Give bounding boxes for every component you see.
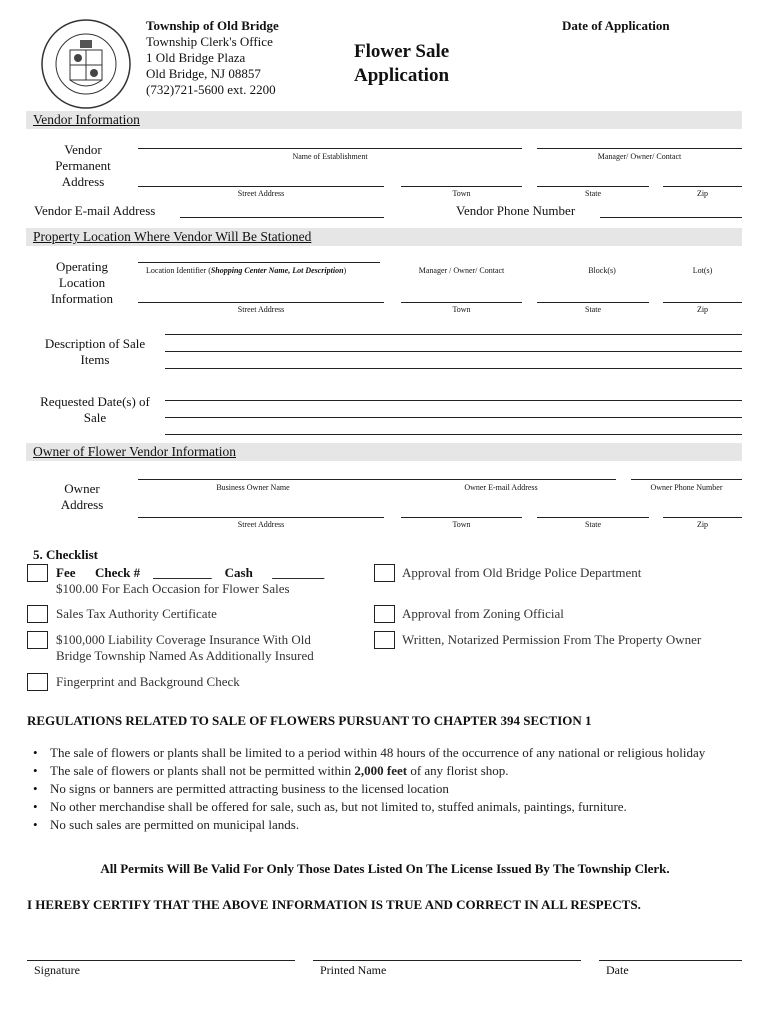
vendor-email-field[interactable] [180,217,384,218]
bullet-1: • [33,745,38,760]
property-manager-caption: Manager / Owner/ Contact [418,266,505,275]
bullet-2: • [33,763,38,778]
owner-section-heading: Owner of Flower Vendor Information [26,443,742,461]
regulation-item-1: The sale of flowers or plants shall be limited to a period within 48 hours of the occurrence of any national or religious holiday [50,745,706,760]
location-identifier-caption: Location Identifier (Shopping Center Name, Lot Description) [146,266,347,275]
description-field-1[interactable] [165,334,742,335]
zoning-approval-label: Approval from Zoning Official [402,606,564,621]
operating-location-label: Operating Location Information [50,259,114,306]
owner-town-caption: Town [452,520,471,529]
office-street: 1 Old Bridge Plaza [146,50,246,65]
signature-caption: Signature [34,963,80,977]
vendor-zip-field[interactable] [663,186,742,187]
owner-state-caption: State [585,520,601,529]
permits-validity-note: All Permits Will Be Valid For Only Those Dates Listed On The License Issued By The Township Clerk. [100,861,670,876]
owner-town-field[interactable] [401,517,522,518]
property-town-field[interactable] [401,302,522,303]
owner-zip-caption: Zip [696,520,709,529]
township-seal [40,18,132,110]
regulation-item-4: No other merchandise shall be offered for sale, such as, but not limited to, stuffed animals, paintings, furniture. [50,799,627,814]
bullet-3: • [33,781,38,796]
property-zip-caption: Zip [696,305,709,314]
printed-name-field[interactable] [313,960,581,961]
zoning-approval-checkbox[interactable] [374,605,395,623]
clerk-office: Township Clerk's Office [146,34,273,49]
regulation-item-5: No such sales are permitted on municipal lands. [50,817,300,832]
business-owner-field[interactable] [138,479,616,480]
requested-dates-field-3[interactable] [165,434,742,435]
fee-line: Fee Check # _________ Cash ________ [56,565,325,580]
liability-checkbox[interactable] [27,631,48,649]
township-name: Township of Old Bridge [146,18,279,33]
police-approval-checkbox[interactable] [374,564,395,582]
vendor-manager-field[interactable] [537,148,742,149]
header-address-block [146,18,279,98]
date-caption: Date [606,963,629,977]
vendor-street-field[interactable] [138,186,384,187]
establishment-name-caption: Name of Establishment [292,152,368,161]
checklist-heading: 5. Checklist [33,547,98,562]
owner-street-caption: Street Address [237,520,285,529]
vendor-section-heading: Vendor Information [26,111,742,129]
signature-field[interactable] [27,960,295,961]
bullet-4: • [33,799,38,814]
block-caption: Block(s) [588,266,616,275]
lot-caption: Lot(s) [692,266,713,275]
sales-tax-label: Sales Tax Authority Certificate [56,606,217,621]
vendor-state-field[interactable] [537,186,649,187]
property-street-field[interactable] [138,302,384,303]
vendor-phone-field[interactable] [600,217,742,218]
owner-zip-field[interactable] [663,517,742,518]
liability-label-line-2: Bridge Township Named As Additionally Insured [56,648,314,663]
business-owner-caption: Business Owner Name [216,483,290,492]
requested-dates-label: Requested Date(s) of Sale [40,394,150,425]
description-field-3[interactable] [165,368,742,369]
regulations-heading: REGULATIONS RELATED TO SALE OF FLOWERS PURSUANT TO CHAPTER 394 SECTION 1 [27,713,592,728]
vendor-state-caption: State [585,189,601,198]
property-section-heading: Property Location Where Vendor Will Be Stationed [26,228,742,246]
form-title [354,40,449,88]
owner-phone-caption: Owner Phone Number [650,483,723,492]
title-line-1: Flower Sale [354,41,450,62]
owner-email-caption: Owner E-mail Address [464,483,538,492]
location-identifier-field[interactable] [138,262,380,263]
bullet-5: • [33,817,38,832]
owner-permission-label: Written, Notarized Permission From The Property Owner [402,632,702,647]
date-field[interactable] [599,960,742,961]
fee-subtext: $100.00 For Each Occasion for Flower Sales [56,581,290,596]
vendor-email-label: Vendor E-mail Address [34,203,156,218]
description-label: Description of Sale Items [44,336,146,367]
property-zip-field[interactable] [663,302,742,303]
liability-label-line-1: $100,000 Liability Coverage Insurance With Old [56,632,311,647]
vendor-permanent-address-label: Vendor Permanent Address [55,142,111,189]
regulation-item-3: No signs or banners are permitted attracting business to the licensed location [50,781,449,796]
fee-checkbox[interactable] [27,564,48,582]
owner-phone-field[interactable] [631,479,742,480]
requested-dates-field-1[interactable] [165,400,742,401]
vendor-phone-label: Vendor Phone Number [456,203,576,218]
title-line-2: Application [354,65,450,86]
requested-dates-field-2[interactable] [165,417,742,418]
vendor-town-caption: Town [452,189,471,198]
establishment-name-field[interactable] [138,148,522,149]
description-field-2[interactable] [165,351,742,352]
owner-permission-checkbox[interactable] [374,631,395,649]
office-city: Old Bridge, NJ 08857 [146,66,261,81]
fingerprint-label: Fingerprint and Background Check [56,674,240,689]
owner-address-label: Owner Address [60,481,104,512]
vendor-zip-caption: Zip [696,189,709,198]
police-approval-label: Approval from Old Bridge Police Department [402,565,642,580]
property-town-caption: Town [452,305,471,314]
office-phone: (732)721-5600 ext. 2200 [146,82,276,97]
vendor-town-field[interactable] [401,186,522,187]
sales-tax-checkbox[interactable] [27,605,48,623]
owner-street-field[interactable] [138,517,384,518]
property-street-caption: Street Address [237,305,285,314]
vendor-street-caption: Street Address [237,189,285,198]
vendor-manager-caption: Manager/ Owner/ Contact [597,152,682,161]
date-of-application-label: Date of Application [562,18,670,33]
printed-name-caption: Printed Name [320,963,387,977]
certification-statement: I HEREBY CERTIFY THAT THE ABOVE INFORMATION IS TRUE AND CORRECT IN ALL RESPECTS. [27,897,641,912]
property-state-field[interactable] [537,302,649,303]
regulation-item-2: The sale of flowers or plants shall not be permitted within 2,000 feet of any florist shop. [50,763,509,778]
fingerprint-checkbox[interactable] [27,673,48,691]
property-state-caption: State [585,305,601,314]
owner-state-field[interactable] [537,517,649,518]
